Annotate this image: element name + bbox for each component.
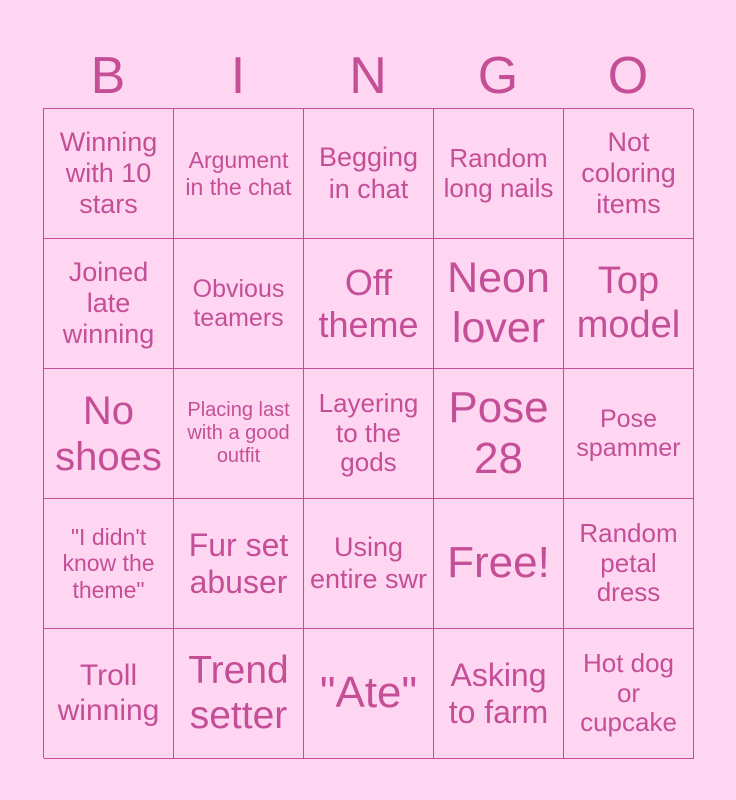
cell-text: Off theme — [318, 262, 419, 345]
bingo-cell[interactable] — [564, 109, 694, 239]
bingo-cell[interactable] — [174, 499, 304, 629]
bingo-cell[interactable] — [304, 499, 434, 629]
cell-text: Argument in the chat — [185, 147, 292, 200]
bingo-cell[interactable] — [304, 109, 434, 239]
bingo-cell[interactable] — [174, 369, 304, 499]
header-letter-g: G — [477, 47, 519, 105]
cell-text: No shoes — [55, 388, 162, 479]
cell-text: Random petal dress — [579, 517, 678, 608]
header-letter-b: B — [90, 47, 126, 105]
bingo-cell[interactable] — [434, 239, 564, 369]
cell-text: Using entire swr — [309, 532, 428, 594]
cell-text: Top model — [576, 259, 681, 346]
cell-text: Begging in chat — [318, 142, 419, 204]
bingo-cell[interactable] — [304, 369, 434, 499]
cell-text: Pose 28 — [448, 382, 549, 483]
cell-text: Free! — [447, 538, 550, 588]
cell-text: Winning with 10 stars — [59, 126, 158, 220]
bingo-cell[interactable] — [174, 629, 304, 759]
cell-text: Troll winning — [57, 659, 160, 727]
cell-text: Random long nails — [443, 142, 554, 203]
bingo-cell[interactable] — [304, 629, 434, 759]
cell-text: "Ate" — [319, 668, 418, 718]
bingo-cell[interactable] — [434, 499, 564, 629]
bingo-cell[interactable] — [564, 499, 694, 629]
cell-text: "I didn't know the theme" — [62, 523, 155, 603]
cell-text: Trend setter — [188, 648, 289, 737]
cell-text: Pose spammer — [576, 404, 681, 462]
cell-text: Placing last with a good outfit — [187, 399, 290, 467]
bingo-cell[interactable] — [434, 629, 564, 759]
bingo-cell[interactable] — [174, 239, 304, 369]
bingo-cell[interactable] — [44, 499, 174, 629]
cell-text: Not coloring items — [581, 126, 676, 220]
bingo-cell[interactable] — [434, 109, 564, 239]
bingo-grid — [43, 108, 693, 758]
bingo-cell[interactable] — [44, 629, 174, 759]
cell-text: Obvious teamers — [192, 274, 285, 332]
header-letter-n: N — [349, 47, 387, 105]
cell-text: Asking to farm — [448, 656, 549, 730]
bingo-cell[interactable] — [44, 239, 174, 369]
bingo-cell[interactable] — [44, 109, 174, 239]
cell-text: Layering to the gods — [318, 387, 419, 478]
bingo-cell[interactable] — [304, 239, 434, 369]
bingo-cell[interactable] — [564, 239, 694, 369]
cell-text: Neon lover — [447, 254, 550, 352]
bingo-cell[interactable] — [434, 369, 564, 499]
bingo-cell[interactable] — [564, 629, 694, 759]
cell-text: Hot dog or cupcake — [580, 647, 677, 738]
bingo-cell[interactable] — [564, 369, 694, 499]
cell-text: Joined late winning — [62, 256, 155, 350]
header-letter-o: O — [607, 47, 649, 105]
header-letter-i: I — [230, 47, 246, 105]
bingo-cell[interactable] — [174, 109, 304, 239]
bingo-header — [43, 44, 693, 108]
cell-text: Fur set abuser — [188, 526, 289, 600]
bingo-cell[interactable] — [44, 369, 174, 499]
